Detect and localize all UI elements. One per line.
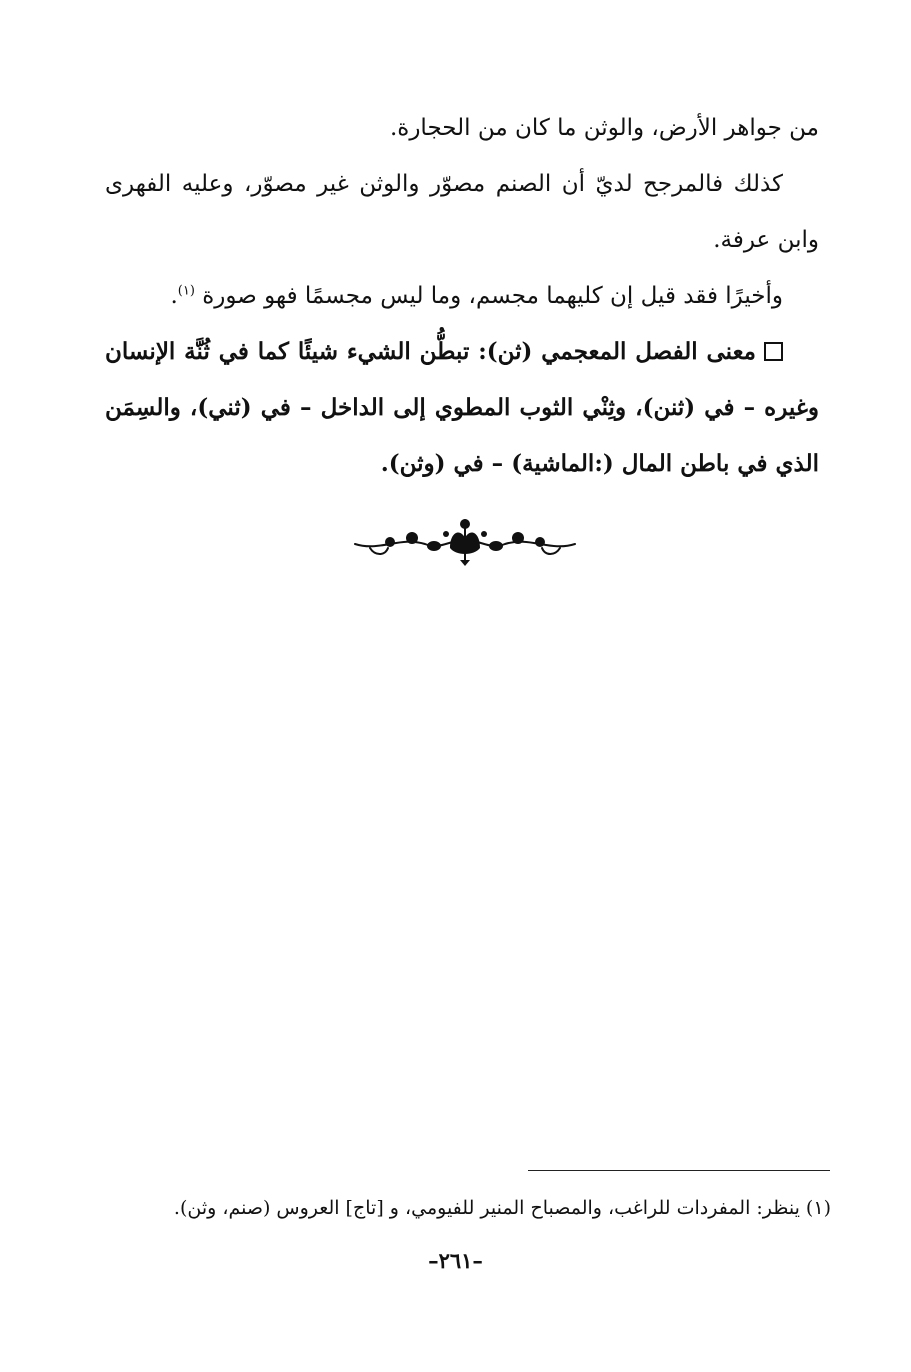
- paragraph-3-end: .: [170, 283, 178, 309]
- paragraph-1: من جواهر الأرض، والوثن ما كان من الحجارة.: [389, 115, 819, 141]
- section-lead: معنى الفصل المعجمي (ثن):: [478, 338, 756, 365]
- footnote: (١) ينظر: المفردات للراغب، والمصباح المنير للفيومي، و [تاج] العروس (صنم، وثن).: [173, 1197, 831, 1219]
- floral-ornament-icon: [350, 512, 580, 568]
- paragraph-3-text: وأخيرًا فقد قيل إن كليهما مجسم، وما ليس مجسمًا فهو صورة: [202, 283, 783, 309]
- square-bullet-icon: [764, 342, 783, 361]
- footnote-reference: (١): [177, 283, 195, 299]
- main-text: [105, 100, 819, 492]
- footnote-divider: [528, 1170, 830, 1171]
- paragraph-3: [105, 268, 819, 324]
- paragraph-4: [105, 324, 819, 492]
- paragraph-4-text: تبطُّن الشيء شيئًا كما في ثُنَّة الإنسان وغيره – في (ثنن)، وثِنْي الثوب المطوي إلى الداخل – في (ثني)، والسِمَن الذي في باطن المال (:الماشية) – في (وثن).: [105, 338, 819, 477]
- paragraph-2: كذلك فالمرجح لديّ أن الصنم مصوّر والوثن غير مصوّر، وعليه الفهرى وابن عرفة.: [105, 171, 819, 253]
- page-number: –٢٦١–: [428, 1248, 483, 1273]
